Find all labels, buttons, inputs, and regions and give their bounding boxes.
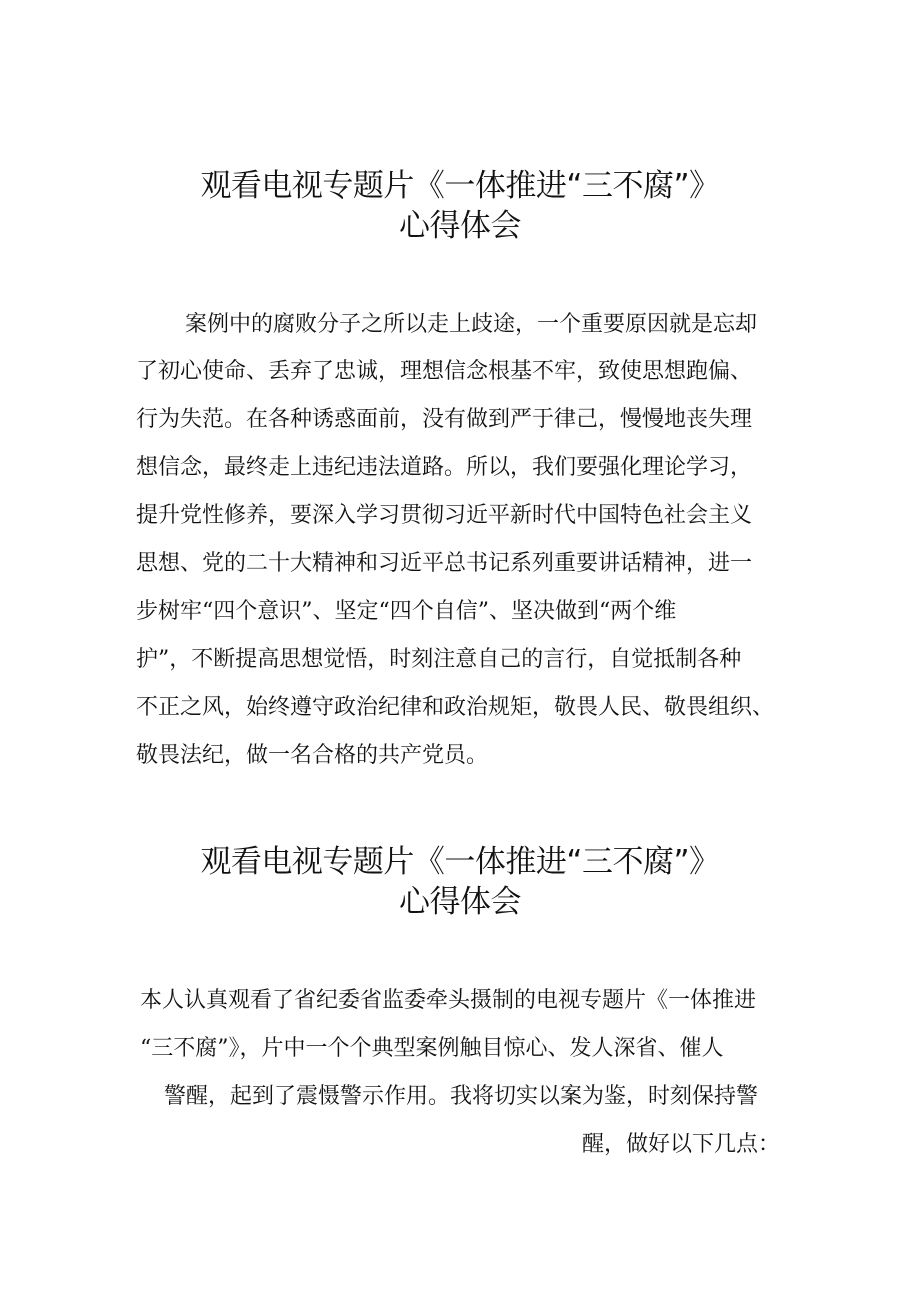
section2-paragraph-line-4: 醒，做好以下几点： xyxy=(582,1132,781,1157)
section1-paragraph-line-5: 提升党性修养，要深入学习贯彻习近平新时代中国特色社会主义 xyxy=(136,503,753,528)
section1-paragraph-line-2: 了初心使命、丢弃了忠诚，理想信念根基不牢，致使思想跑偏、 xyxy=(136,359,753,384)
section1-paragraph-line-7: 步树牢“四个意识”、坚定“四个自信”、坚决做到“两个维 xyxy=(136,599,677,624)
section1-paragraph-line-9: 不正之风，始终遵守政治纪律和政治规矩，敬畏人民、敬畏组织、 xyxy=(136,695,775,720)
section2-paragraph-line-2: “三不腐”》，片中一个个典型案例触目惊心、发人深省、催人 xyxy=(140,1036,724,1061)
section1-paragraph-line-3: 行为失范。在各种诱惑面前，没有做到严于律己，慢慢地丧失理 xyxy=(136,407,753,432)
section1-title-line-1: 观看电视专题片《一体推进“三不腐”》 xyxy=(200,168,720,204)
section2-paragraph-line-1: 本人认真观看了省纪委省监委牵头摄制的电视专题片《一体推进 xyxy=(140,988,757,1013)
section2-paragraph-line-3: 警醒，起到了震慑警示作用。我将切实以案为鉴，时刻保持警 xyxy=(164,1084,759,1109)
section1-paragraph-line-8: 护”，不断提高思想觉悟，时刻注意自己的言行，自觉抵制各种 xyxy=(136,647,742,672)
section1-title xyxy=(0,166,920,246)
section2-title-line-1: 观看电视专题片《一体推进“三不腐”》 xyxy=(200,844,720,880)
section1-title-line-2: 心得体会 xyxy=(399,208,521,244)
section1-paragraph-line-1: 案例中的腐败分子之所以走上歧途，一个重要原因就是忘却 xyxy=(185,312,758,337)
section2-title xyxy=(0,842,920,922)
section2-title-line-2: 心得体会 xyxy=(399,884,521,920)
section1-paragraph-line-6: 思想、党的二十大精神和习近平总书记系列重要讲话精神，进一 xyxy=(136,551,753,576)
section1-paragraph-line-10: 敬畏法纪，做一名合格的共产党员。 xyxy=(136,743,489,768)
section1-paragraph-line-4: 想信念，最终走上违纪违法道路。所以，我们要强化理论学习， xyxy=(136,455,753,480)
